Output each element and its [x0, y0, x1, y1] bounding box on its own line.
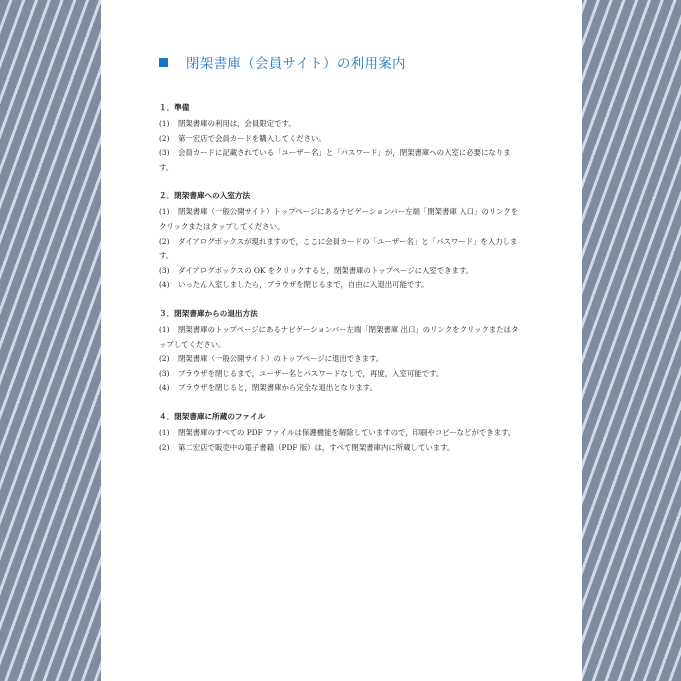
list-item [159, 352, 526, 367]
section-preparation [159, 102, 526, 175]
section-heading: １．準備 [159, 103, 190, 112]
section-heading: ４．閉架書庫に所蔵のファイル [159, 411, 266, 421]
item-text: 閉架書庫（一般公開サイト）トップページにあるナビゲーションバー左端「閉架書庫 入口」のリンクをクリックまたはタップしてください。 [159, 207, 519, 231]
list-item [159, 381, 526, 396]
list-item [159, 235, 526, 264]
item-number: (4) [159, 280, 170, 290]
section-heading: ２．閉架書庫への入室方法 [159, 191, 251, 201]
section-heading: ３．閉架書庫からの退出方法 [159, 308, 258, 318]
list-item [159, 264, 526, 279]
item-number: (3) [159, 368, 170, 378]
item-text: 会員カードに記載されている「ユーザー名」と「パスワード」が，閉架書庫への入室に必要になります。 [159, 148, 511, 172]
list-item [159, 367, 526, 382]
item-text: 第一宏店で会員カードを購入してください。 [178, 133, 326, 143]
section-exit-method [159, 308, 526, 396]
list-item [159, 146, 526, 175]
list-item [159, 278, 526, 293]
item-number: (1) [159, 207, 170, 217]
item-text: ダイアログボックスの OK をクリックすると，閉架書庫のトップページに入室できます。 [178, 265, 474, 275]
list-item [159, 323, 526, 352]
item-number: (1) [159, 427, 170, 437]
list-item [159, 117, 526, 132]
list-item [159, 426, 526, 441]
list-item [159, 205, 526, 234]
item-text: 第二宏店で販売中の電子書籍（PDF 版）は，すべて閉架書庫内に所蔵しています。 [178, 442, 455, 452]
item-text: 閉架書庫のトップページにあるナビゲーションバー左端「閉架書庫 出口」のリンクをクリックまたはタップしてください。 [159, 324, 519, 349]
item-text: いったん入室しましたら，ブラウザを閉じるまで，自由に入退出可能です。 [178, 280, 429, 290]
document-page [101, 0, 582, 681]
page-title-text: 閉架書庫（会員サイト）の利用案内 [186, 56, 406, 72]
item-text: ブラウザを閉じるまで，ユーザー名とパスワードなしで，再度，入室可能です。 [178, 368, 444, 378]
list-item [159, 132, 526, 147]
item-number: (3) [159, 265, 170, 275]
item-number: (3) [159, 148, 170, 158]
item-number: (2) [159, 236, 170, 246]
item-number: (2) [159, 133, 170, 143]
item-number: (1) [159, 324, 170, 334]
item-number: (2) [159, 442, 170, 452]
item-number: (4) [159, 383, 170, 393]
item-text: 閉架書庫の利用は，会員限定です。 [178, 119, 296, 128]
item-number: (2) [159, 354, 170, 364]
item-text: 閉架書庫のすべての PDF ファイルは保護機能を解除していますので，印刷やコピーなどができます。 [178, 427, 516, 437]
list-item [159, 441, 526, 456]
filled-square-icon [159, 58, 168, 67]
section-entry-method [159, 190, 526, 293]
item-number: (1) [159, 119, 170, 128]
item-text: ダイアログボックスが現れますので，ここに会員カードの「ユーザー名」と「パスワード」を入力します。 [159, 236, 518, 261]
section-stored-files [159, 411, 526, 455]
page-title [159, 52, 526, 72]
item-text: ブラウザを閉じると，閉架書庫から完全な退出となります。 [178, 383, 377, 393]
item-text: 閉架書庫（一般公開サイト）のトップページに退出できます。 [178, 354, 384, 364]
